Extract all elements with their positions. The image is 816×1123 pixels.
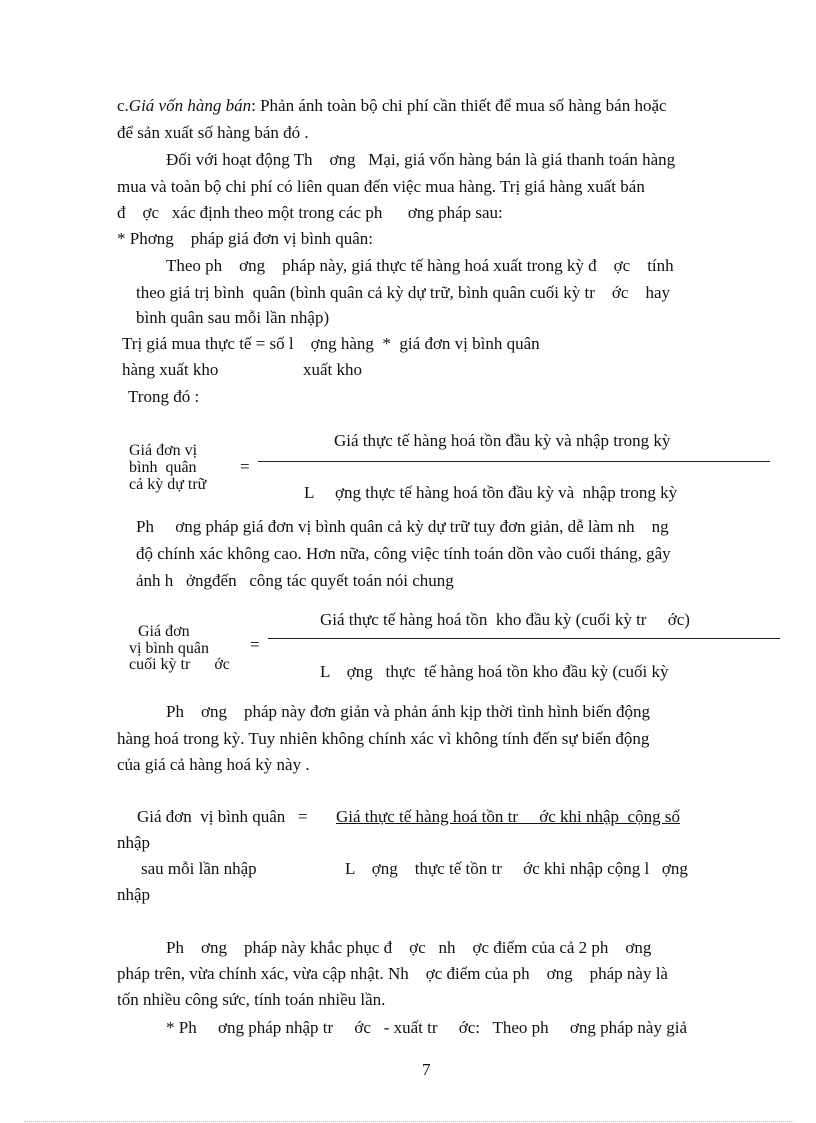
formula1-lhs-line: bình quân — [129, 459, 197, 476]
para-c-term: Giá vốn hàng bán — [128, 96, 252, 115]
formula2-equals: = — [250, 635, 260, 654]
method-heading: * Phơng pháp giá đơn vị bình quân: — [117, 229, 373, 248]
para-f3-line: Ph ơng pháp này khắc phục đ ợc nh ợc điểm của cả 2 ph ơng — [166, 938, 652, 957]
para-method-line: theo giá trị bình quân (bình quân cả kỳ dự trữ, bình quân cuối kỳ tr ớc hay — [136, 283, 670, 302]
formula3-wrap2: nhập — [117, 885, 151, 904]
para-method-line: bình quân sau mỗi lần nhập) — [136, 308, 330, 327]
formula3-wrap1: nhập — [117, 833, 151, 852]
para-trade-line: Đối với hoạt động Th ơng Mại, giá vốn hàng bán là giá thanh toán hàng — [166, 150, 676, 169]
page-bottom-dotted-rule — [24, 1121, 794, 1122]
para-method-line: Theo ph ơng pháp này, giá thực tế hàng hoá xuất trong kỳ đ ợc tính — [166, 256, 674, 275]
para-c-line1 — [117, 96, 667, 116]
para-f1-line: ảnh h ởngđến công tác quyết toán nói chung — [136, 571, 454, 590]
formula3-numerator: Giá thực tế hàng hoá tồn tr ớc khi nhập cộng số — [336, 807, 680, 826]
para-f3-line: pháp trên, vừa chính xác, vừa cập nhật. Nh ợc điểm của ph ơng pháp này là — [117, 964, 668, 983]
fifo-heading-line: * Ph ơng pháp nhập tr ớc - xuất tr ớc: Theo ph ơng pháp này giả — [166, 1018, 687, 1037]
formula1-equals: = — [240, 457, 250, 476]
formula-main-col1: hàng xuất kho — [122, 360, 219, 379]
para-c-prefix: c. — [117, 96, 129, 115]
para-f1-line: Ph ơng pháp giá đơn vị bình quân cả kỳ dự trữ tuy đơn giản, dễ làm nh ng — [136, 517, 669, 536]
formula1-lhs-line: cả kỳ dự trữ — [129, 476, 207, 493]
formula2-lhs-line: Giá đơn — [138, 623, 190, 640]
para-f3-line: tốn nhiều công sức, tính toán nhiều lần. — [117, 990, 386, 1009]
para-trade-line: mua và toàn bộ chi phí có liên quan đến việc mua hàng. Trị giá hàng xuất bán — [117, 177, 645, 196]
para-trade-line: đ ợc xác định theo một trong các ph ơng pháp sau: — [117, 203, 503, 222]
para-f2-line: hàng hoá trong kỳ. Tuy nhiên không chính xác vì không tính đến sự biến động — [117, 729, 650, 748]
formula1-lhs-line: Giá đơn vị — [129, 442, 198, 459]
formula1-numerator: Giá thực tế hàng hoá tồn đầu kỳ và nhập trong kỳ — [334, 431, 671, 450]
formula2-fraction-bar — [268, 638, 780, 639]
para-f1-line: độ chính xác không cao. Hơn nữa, công việc tính toán dồn vào cuối tháng, gây — [136, 544, 671, 563]
formula2-lhs-line: cuối kỳ tr ớc — [129, 656, 230, 673]
formula1-denominator: L ợng thực tế hàng hoá tồn đầu kỳ và nhập trong kỳ — [304, 483, 678, 502]
formula2-denominator: L ợng thực tế hàng hoá tồn kho đầu kỳ (cuối kỳ — [320, 662, 669, 681]
formula-main-line1: Trị giá mua thực tế = số l ợng hàng * giá đơn vị bình quân — [122, 334, 540, 353]
formula3-denominator: L ợng thực tế tồn tr ớc khi nhập cộng l ợng — [345, 859, 688, 878]
trong-do-label: Trong đó : — [128, 387, 200, 406]
formula3-lhs: Giá đơn vị bình quân = — [137, 807, 308, 826]
formula2-lhs-line: vị bình quân — [129, 640, 209, 657]
para-f2-line: Ph ơng pháp này đơn giản và phản ánh kịp thời tình hình biến động — [166, 702, 651, 721]
page-number: 7 — [422, 1060, 431, 1079]
para-f2-line: của giá cả hàng hoá kỳ này . — [117, 755, 310, 774]
para-c-rest: : Phản ánh toàn bộ chi phí cần thiết để mua số hàng bán hoặc — [251, 96, 667, 115]
formula2-numerator: Giá thực tế hàng hoá tồn kho đầu kỳ (cuối kỳ tr ớc) — [320, 610, 690, 629]
formula-main-col2: xuất kho — [303, 360, 363, 379]
formula1-fraction-bar — [258, 461, 770, 462]
formula3-lhs2: sau mỗi lần nhập — [141, 859, 257, 878]
para-c-line2: để sản xuất số hàng bán đó . — [117, 123, 309, 142]
